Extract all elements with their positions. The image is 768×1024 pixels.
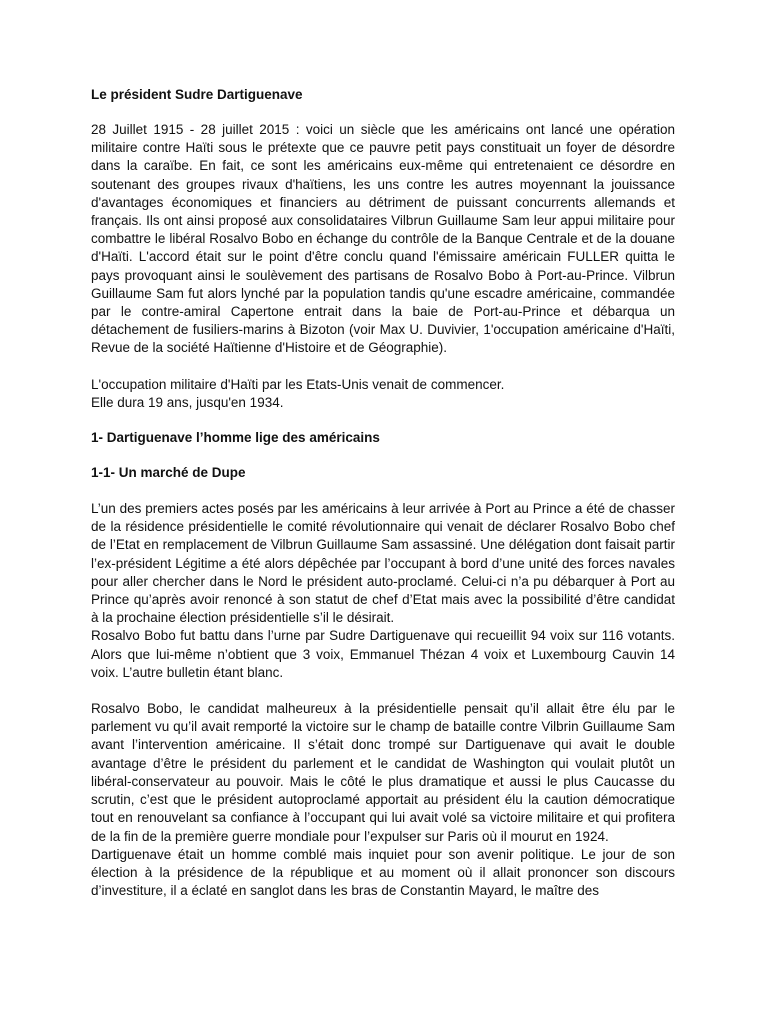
paragraph-first-acts: L’un des premiers actes posés par les américains à leur arrivée à Port au Prince a été de chasser de la résidence présidentielle le comité révolutionnaire qui venait de déclarer Rosalvo Bobo chef de l’Etat en remplacement de Vilbrun Guillaume Sam assassiné. Une délégation dont faisait partir l’ex-président Légitime a été alors dépêchée par l’occupant à bord d’une unité des forces navales pour aller chercher dans le Nord le président auto-proclamé. Celui-ci n’a pu débarquer à Port au Prince qu’après avoir renoncé à son statut de chef d’Etat mais avec la possibilité d’être candidat à la prochaine élection présidentielle s’il le désirait. <box>91 501 675 626</box>
paragraph-occupation <box>91 376 675 412</box>
section-heading-1: 1- Dartiguenave l’homme lige des américains <box>91 430 380 446</box>
paragraph-election-results: Rosalvo Bobo fut battu dans l’urne par Sudre Dartiguenave qui recueillit 94 voix sur 116 votants. Alors que lui-même n’obtient que 3 voix, Emmanuel Thézan 4 voix et Luxembourg Cauvin 14 voix. L’autre bulletin étant blanc. <box>91 628 675 680</box>
document-title: Le président Sudre Dartiguenave <box>91 87 303 102</box>
paragraph-dartiguenave-investiture: Dartiguenave était un homme comblé mais inquiet pour son avenir politique. Le jour de son élection à la présidence de la république et au moment où il allait prononcer son discours d’investiture, il a éclaté en sanglot dans les bras de Constantin Mayard, le maître des <box>91 846 675 899</box>
section-heading-1-1: 1-1- Un marché de Dupe <box>91 465 246 481</box>
paragraph-bobo-defeat: Rosalvo Bobo, le candidat malheureux à la présidentielle pensait qu’il allait être élu par le parlement vu qu’il avait remporté la victoire sur le champ de bataille contre Vilbrin Guillaume Sam avant l’intervention américaine. Il s’était donc trompé sur Dartiguenave qui avait le double avantage d’être le président du parlement et le candidat de Washington qui voulait plutôt un libéral-conservateur au pouvoir. Mais le côté le plus dramatique et aussi le plus Caucasse du scrutin, c’est que le président autoproclamé apportait au président élu la caution démocratique tout en renouvelant sa confiance à l’occupant qui lui avait volé sa victoire militaire et qui profitera de la fin de la première guerre mondiale pour l’expulser sur Paris où il mourut en 1924. <box>91 701 675 844</box>
paragraph-occupation-line2: Elle dura 19 ans, jusqu'en 1934. <box>91 394 284 410</box>
paragraph-intro: 28 Juillet 1915 - 28 juillet 2015 : voici un siècle que les américains ont lancé une opération militaire contre Haïti sous le prétexte que ce pauvre petit pays constituait un foyer de désordre dans la caraïbe. En fait, ce sont les américains eux-même qui entretenaient ce désordre en soutenant des groupes rivaux d'haïtiens, les uns contre les autres moyennant la jouissance d'avantages économiques et financiers au détriment de puissant concurrents allemands et français. Ils ont ainsi proposé aux consolidataires Vilbrun Guillaume Sam leur appui militaire pour combattre le libéral Rosalvo Bobo en échange du contrôle de la Banque Centrale et de la douane d'Haïti. L'accord était sur le point d'être conclu quand l'émissaire américain FULLER quitta le pays provoquant ainsi le soulèvement des partisans de Rosalvo Bobo à Port-au-Prince. Vilbrun Guillaume Sam fut alors lynché par la population tandis qu'une escadre américaine, commandée par le contre-amiral Capertone entrait dans la baie de Port-au-Prince et débarqua un détachement de fusiliers-marins à Bizoton (voir Max U. Duvivier, 1'occupation américaine d'Haïti, Revue de la société Haïtienne d'Histoire et de Géographie). <box>91 122 675 356</box>
paragraph-occupation-line1: L'occupation militaire d'Haïti par les Etats-Unis venait de commencer. <box>91 376 505 392</box>
